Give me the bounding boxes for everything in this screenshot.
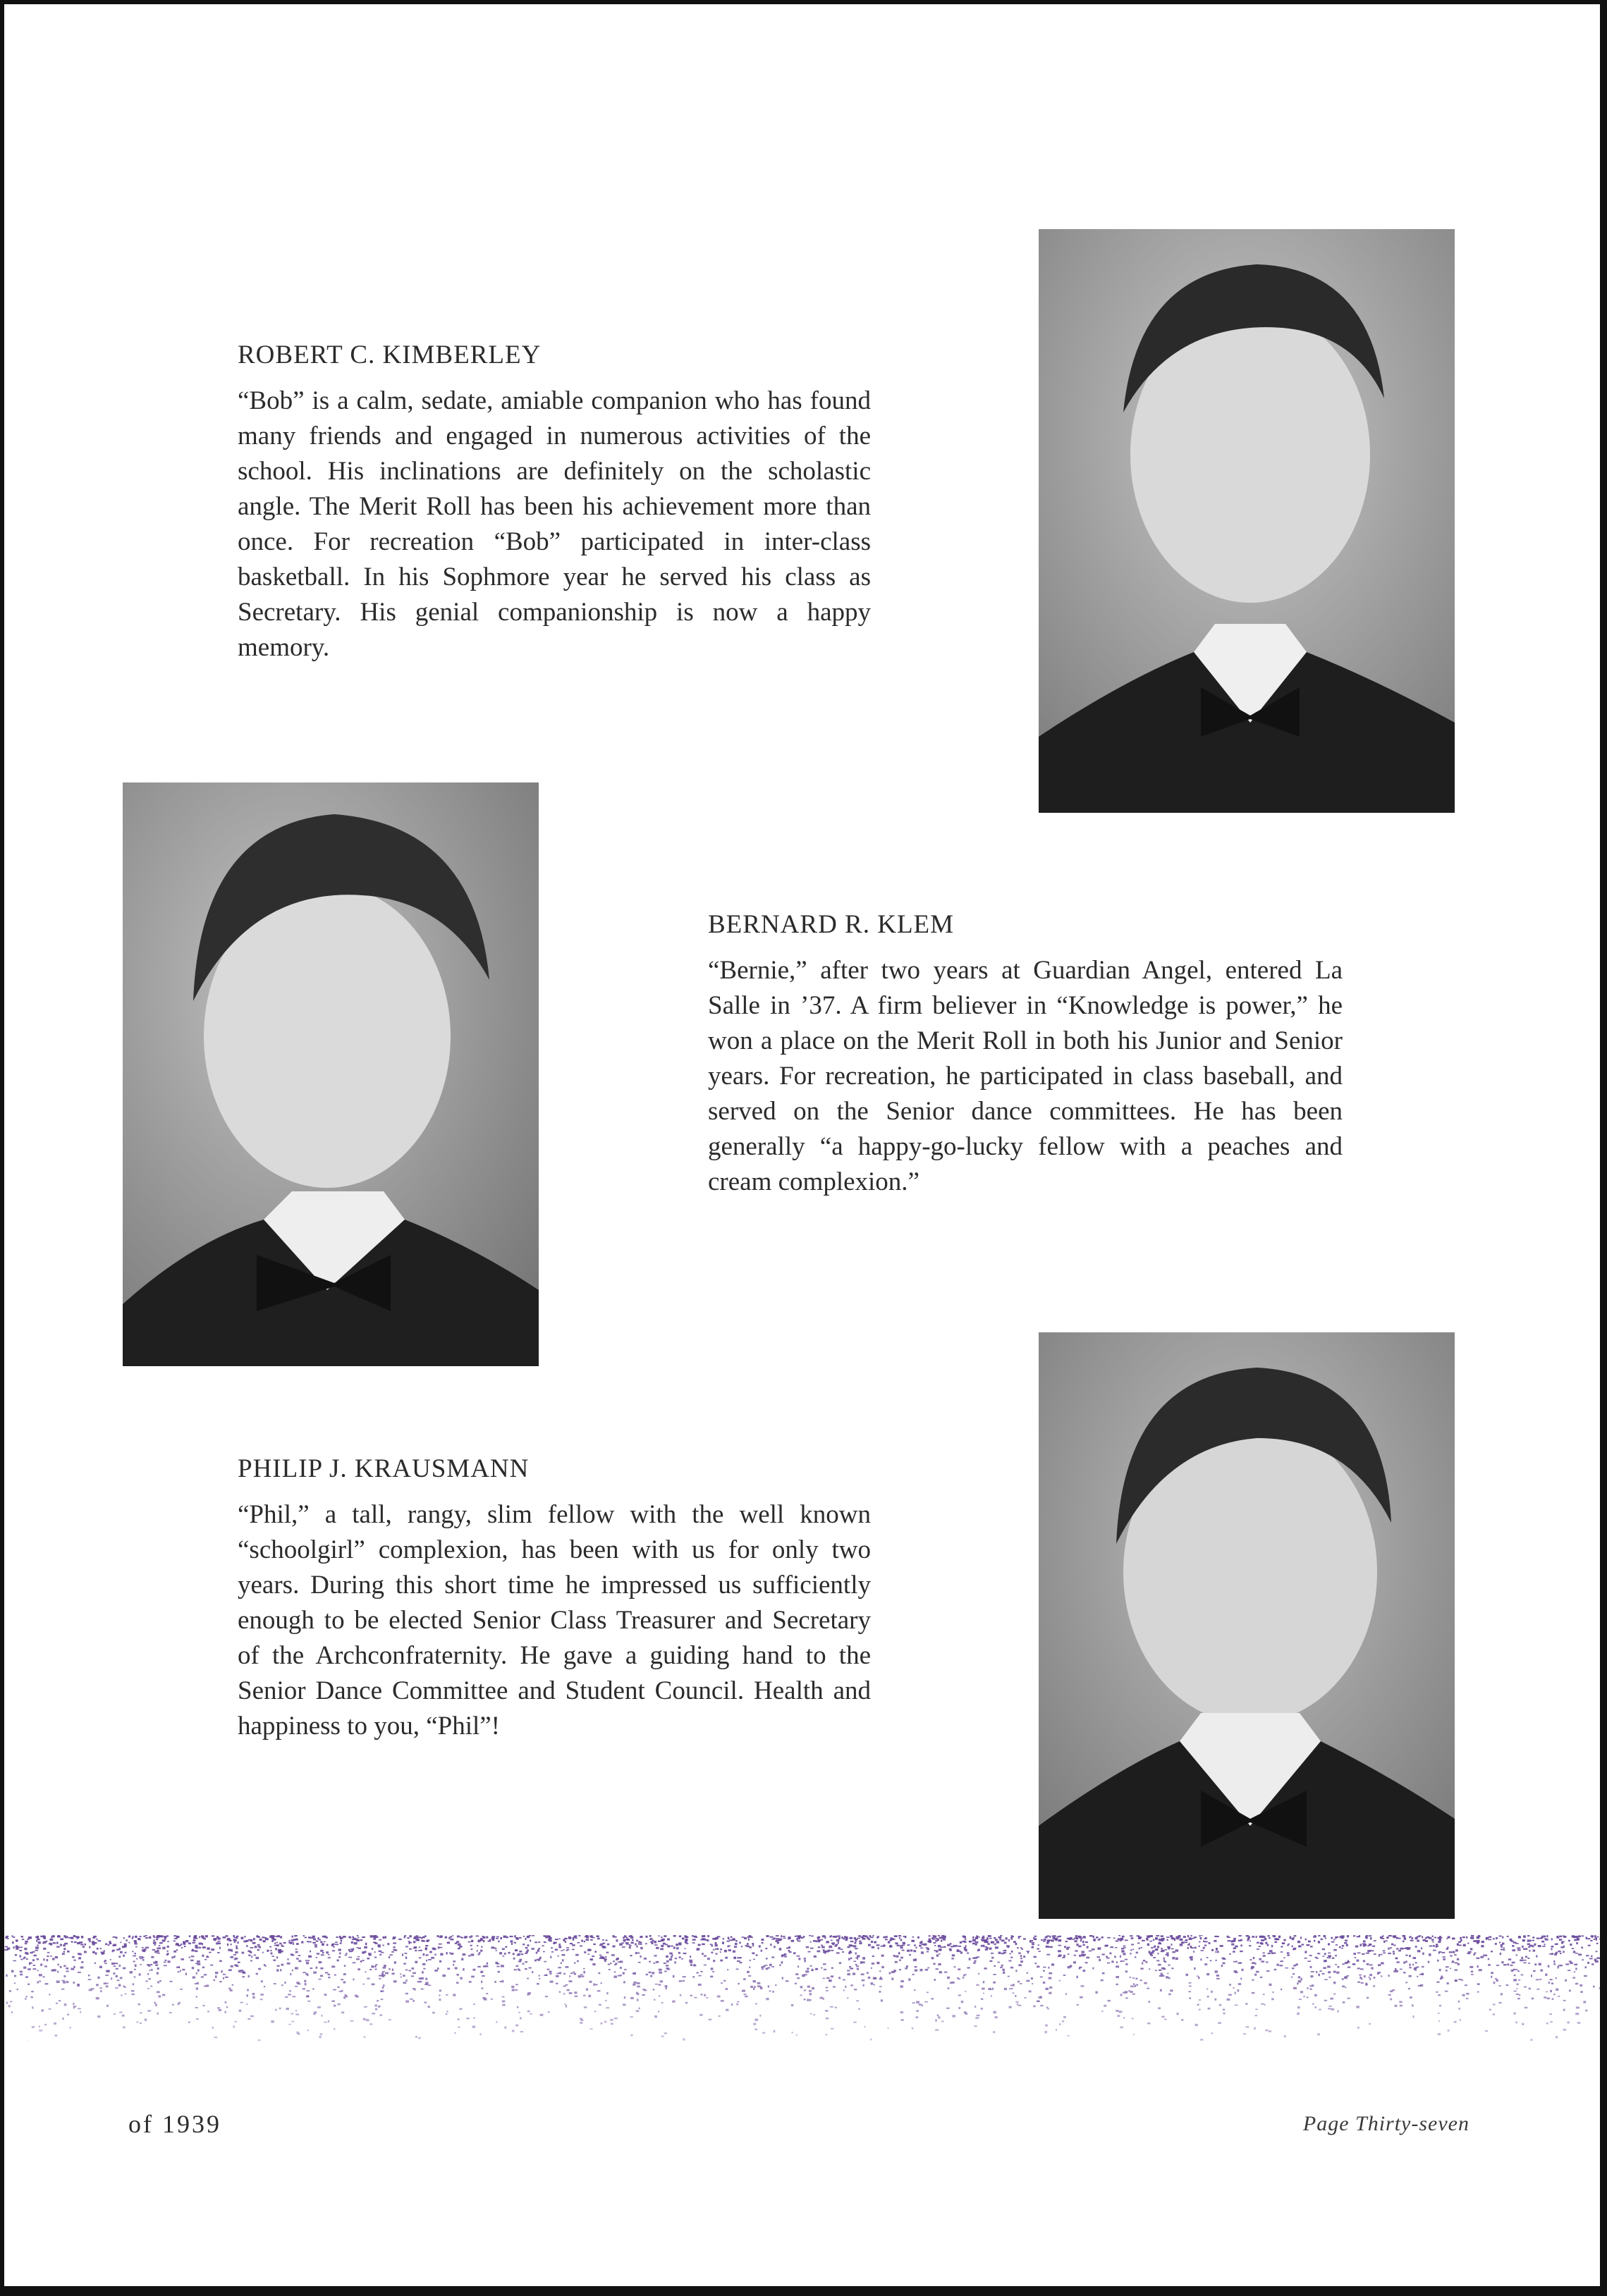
footer-year: of 1939 (128, 2110, 221, 2138)
student-bio-klem: “Bernie,” after two years at Guardian Angel, entered La Salle in ’37. A firm believer in “Knowledge is power,” he won a place on the Merit Roll in both his Junior and Senior years. For recreation, he participated in class baseball, and served on the Senior dance committees. He has been generally “a happy-go-lucky fellow with a peaches and cream complexion.” (708, 956, 1343, 1196)
student-bio-kimberley: “Bob” is a calm, sedate, amiable companion who has found many friends and engaged in numerous activities of the school. His inclinations are definitely on the scholastic angle. The Merit Roll has been his achievement more than once. For recreation “Bob” participated in inter-class basketball. In his Sophmore year he served his class as Secretary. His genial companionship is now a happy memory. (238, 386, 871, 662)
student-bio-krausmann: “Phil,” a tall, rangy, slim fellow with the well known “schoolgirl” complexion, has been with us for only two years. During this short time he impressed us sufficiently enough to be elected Senior Class Treasurer and Secretary of the Archconfraternity. He gave a guiding hand to the Senior Dance Committee and Student Council. Health and happiness to you, “Phil”! (238, 1500, 871, 1741)
student-name-krausmann: PHILIP J. KRAUSMANN (238, 1454, 530, 1483)
portrait-photo-klem (123, 782, 539, 1366)
decorative-stipple-band (4, 1935, 1600, 2041)
student-name-kimberley: ROBERT C. KIMBERLEY (238, 340, 542, 369)
portrait-photo-krausmann (1039, 1332, 1455, 1919)
student-name-klem: BERNARD R. KLEM (708, 910, 955, 939)
portrait-photo-kimberley (1039, 229, 1455, 813)
page-number: Page Thirty-seven (1302, 2112, 1469, 2135)
